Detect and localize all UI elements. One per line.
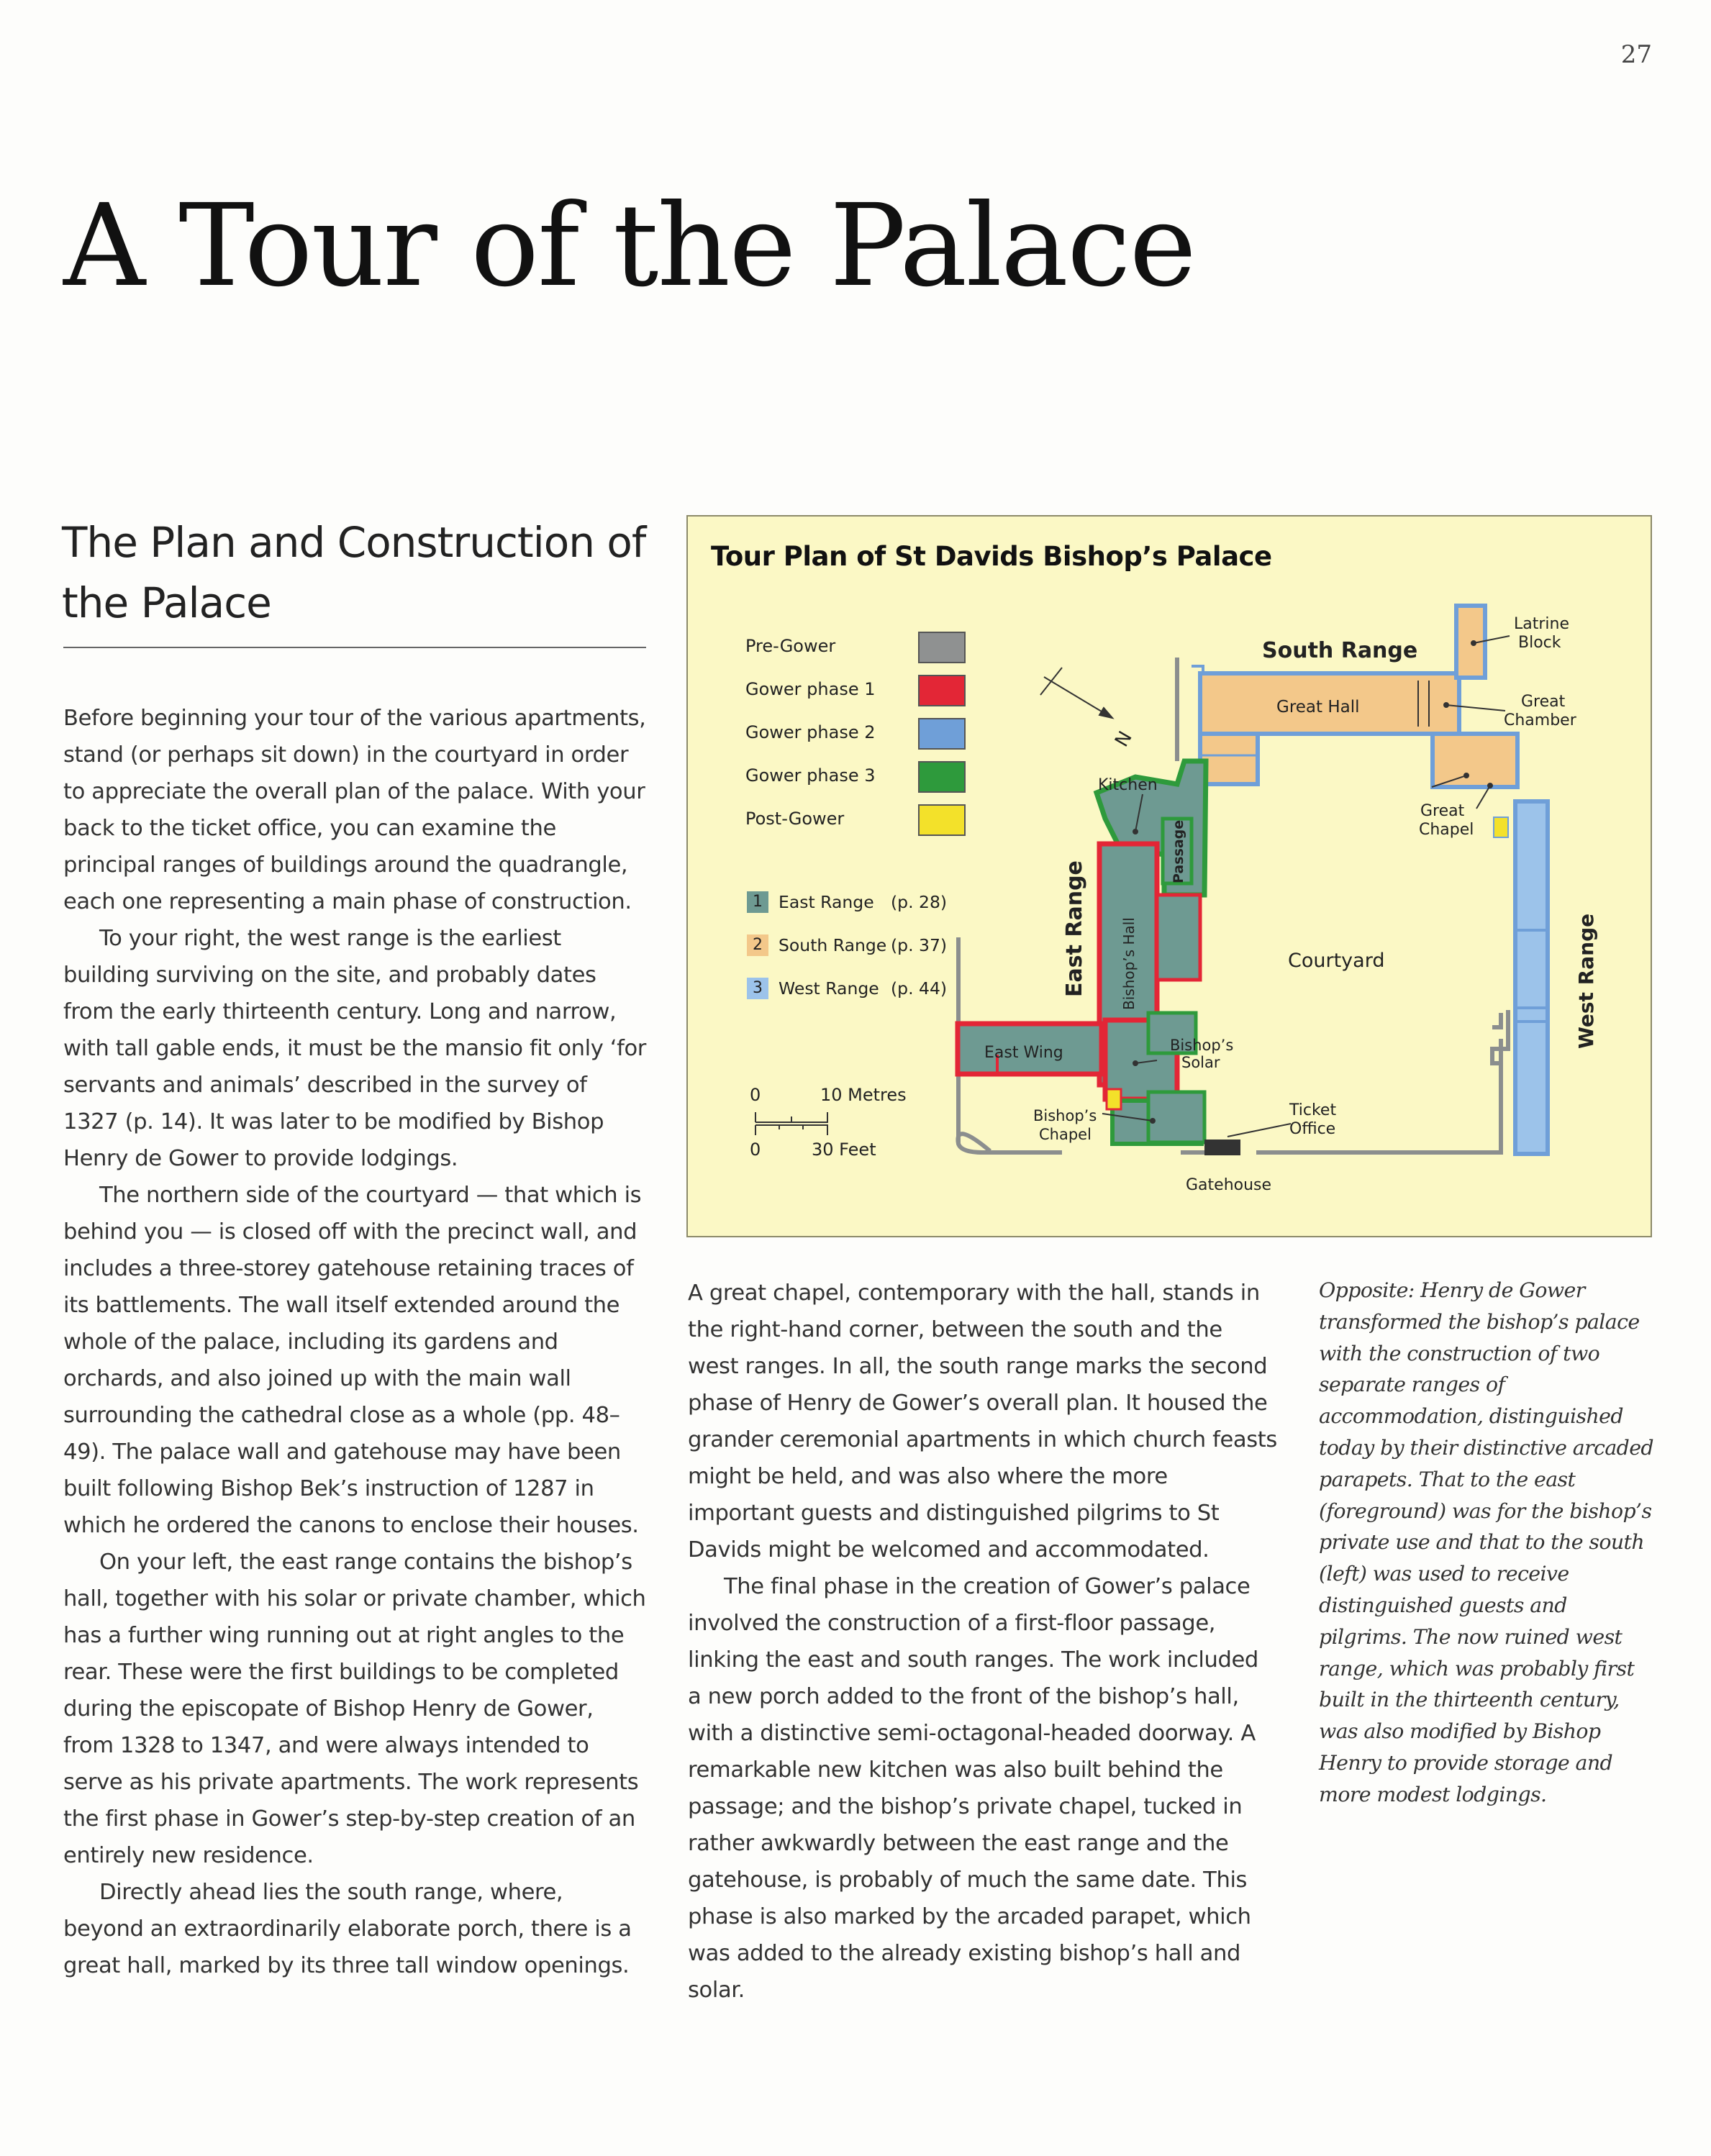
- range-page: (p. 28): [891, 892, 948, 912]
- label-great-hall: Great Hall: [1276, 698, 1360, 717]
- label-latrine-block-2: Block: [1518, 634, 1561, 652]
- west-range: [1515, 801, 1548, 1154]
- label-bishops-solar-2: Solar: [1181, 1054, 1220, 1071]
- scale-bar: [755, 1112, 827, 1135]
- range-badge: 2: [747, 934, 768, 956]
- label-great-chapel-2: Chapel: [1419, 821, 1474, 839]
- range-page: (p. 37): [891, 935, 948, 955]
- scale-zero-metres: 0: [750, 1085, 761, 1105]
- legend-label: Post-Gower: [745, 809, 845, 829]
- paragraph: To your right, the west range is the earliest building surviving on the site, and probably dates from the early thirteenth century. Long and narrow, with tall gable ends, it must be the mansio fit only ‘for servants and animals’ described in the survey of 1327 (p. 14). It was later to be modified by Bishop Henry de Gower to provide lodgings.: [63, 926, 646, 1171]
- section-title: The Plan and Construction of the Palace: [62, 518, 646, 627]
- legend-label: Gower phase 1: [745, 679, 876, 699]
- palace-plan-drawing: [688, 517, 1651, 1236]
- label-ticket-office-2: Office: [1289, 1120, 1336, 1138]
- scale-zero-feet: 0: [750, 1140, 761, 1160]
- tour-plan-figure: [686, 515, 1652, 1237]
- range-badge: 1: [747, 891, 768, 913]
- range-name: South Range: [779, 935, 887, 955]
- south-range: [1192, 606, 1517, 787]
- label-bishops-solar-1: Bishop’s: [1170, 1037, 1234, 1054]
- label-great-chamber-1: Great: [1521, 693, 1566, 711]
- north-label: N: [1111, 727, 1137, 751]
- label-great-chamber-2: Chamber: [1504, 711, 1576, 729]
- range-name: East Range: [779, 892, 874, 912]
- label-bishops-chapel-1: Bishop’s: [1033, 1107, 1097, 1124]
- body-column-2: [688, 1275, 1278, 2009]
- label-bishops-hall: Bishop’s Hall: [1120, 917, 1138, 1010]
- label-south-range: South Range: [1262, 638, 1418, 663]
- north-arrow-icon: [1040, 668, 1112, 718]
- range-badge: 3: [747, 978, 768, 999]
- legend-label: Pre-Gower: [745, 636, 836, 656]
- body-column-1: [63, 700, 646, 1984]
- label-kitchen: Kitchen: [1098, 776, 1158, 794]
- paragraph: On your left, the east range contains the bishop’s hall, together with his solar or private chamber, which has a further wing running out at right angles to the rear. These were the first buildings to be completed during the episcopate of Bishop Henry de Gower, from 1328 to 1347, and were always intended to serve as his private apartments. The work represents the first phase in Gower’s step-by-step creation of an entirely new residence.: [63, 1550, 646, 1868]
- page-title: A Tour of the Palace: [63, 180, 1196, 312]
- plan-title: Tour Plan of St Davids Bishop’s Palace: [711, 541, 1272, 572]
- post-gower-block: [1494, 817, 1508, 837]
- legend-label: Gower phase 3: [745, 765, 876, 786]
- photo-caption: Opposite: Henry de Gower transformed the bishop’s palace with the construction of two separate ranges of accommodation, distinguished today by their distinctive arcaded parapets. That to the east (foreground) was for the bishop’s private use and that to the south (left) was used to receive distinguished guests and pilgrims. The now ruined west range, which was probably first built in the thirteenth century, was also modified by Bishop Henry to provide storage and more modest lodgings.: [1319, 1278, 1653, 1806]
- label-bishops-chapel-2: Chapel: [1039, 1126, 1092, 1143]
- paragraph: A great chapel, contemporary with the hall, stands in the right-hand corner, between the south and the west ranges. In all, the south range marks the second phase of Henry de Gower’s overall plan. It housed the grander ceremonial apartments in which church feasts might be held, and was also where the more important guests and distinguished pilgrims to St Davids might be welcomed and accommodated.: [688, 1281, 1277, 1563]
- legend-label: Gower phase 2: [745, 722, 876, 742]
- paragraph: Before beginning your tour of the various apartments, stand (or perhaps sit down) in the courtyard in order to appreciate the overall plan of the palace. With your back to the ticket office, you can examine the principal ranges of buildings around the quadrangle, each one representing a main phase of construction.: [63, 706, 646, 914]
- range-page: (p. 44): [891, 978, 948, 999]
- label-great-chapel-1: Great: [1420, 802, 1465, 820]
- paragraph: Directly ahead lies the south range, where, beyond an extraordinarily elaborate porch, there is a great hall, marked by its three tall window openings.: [63, 1880, 632, 1978]
- label-courtyard: Courtyard: [1288, 950, 1385, 972]
- paragraph: The final phase in the creation of Gower’s palace involved the construction of a first-floor passage, linking the east and south ranges. The work included a new porch added to the front of the bishop’s hall, with a distinctive semi-octagonal-headed doorway. A remarkable new kitchen was also built behind the passage; and the bishop’s private chapel, tucked in rather awkwardly between the east range and the gatehouse, is probably of much the same date. This phase is also marked by the arcaded parapet, which was added to the already existing bishop’s hall and solar.: [688, 1574, 1258, 2003]
- scale-feet-label: 30 Feet: [812, 1140, 876, 1160]
- label-passage: Passage: [1171, 819, 1186, 883]
- label-gatehouse: Gatehouse: [1186, 1176, 1272, 1194]
- page-number: 27: [1620, 40, 1652, 69]
- label-latrine-block-1: Latrine: [1514, 615, 1569, 633]
- section-rule: [63, 647, 646, 648]
- label-ticket-office-1: Ticket: [1289, 1101, 1337, 1119]
- label-east-range: East Range: [1062, 860, 1087, 997]
- range-name: West Range: [779, 978, 879, 999]
- scale-metres-label: 10 Metres: [820, 1085, 907, 1105]
- paragraph: The northern side of the courtyard — that which is behind you — is closed off with the precinct wall, and includes a three-storey gatehouse retaining traces of its battlements. The wall itself extended around the whole of the palace, including its gardens and orchards, and also joined up with the main wall surrounding the cathedral close as a whole (pp. 48–49). The palace wall and gatehouse may have been built following Bishop Bek’s instruction of 1287 in which he ordered the canons to enclose their houses.: [63, 1183, 642, 1538]
- label-west-range: West Range: [1574, 913, 1598, 1049]
- label-east-wing: East Wing: [984, 1044, 1063, 1062]
